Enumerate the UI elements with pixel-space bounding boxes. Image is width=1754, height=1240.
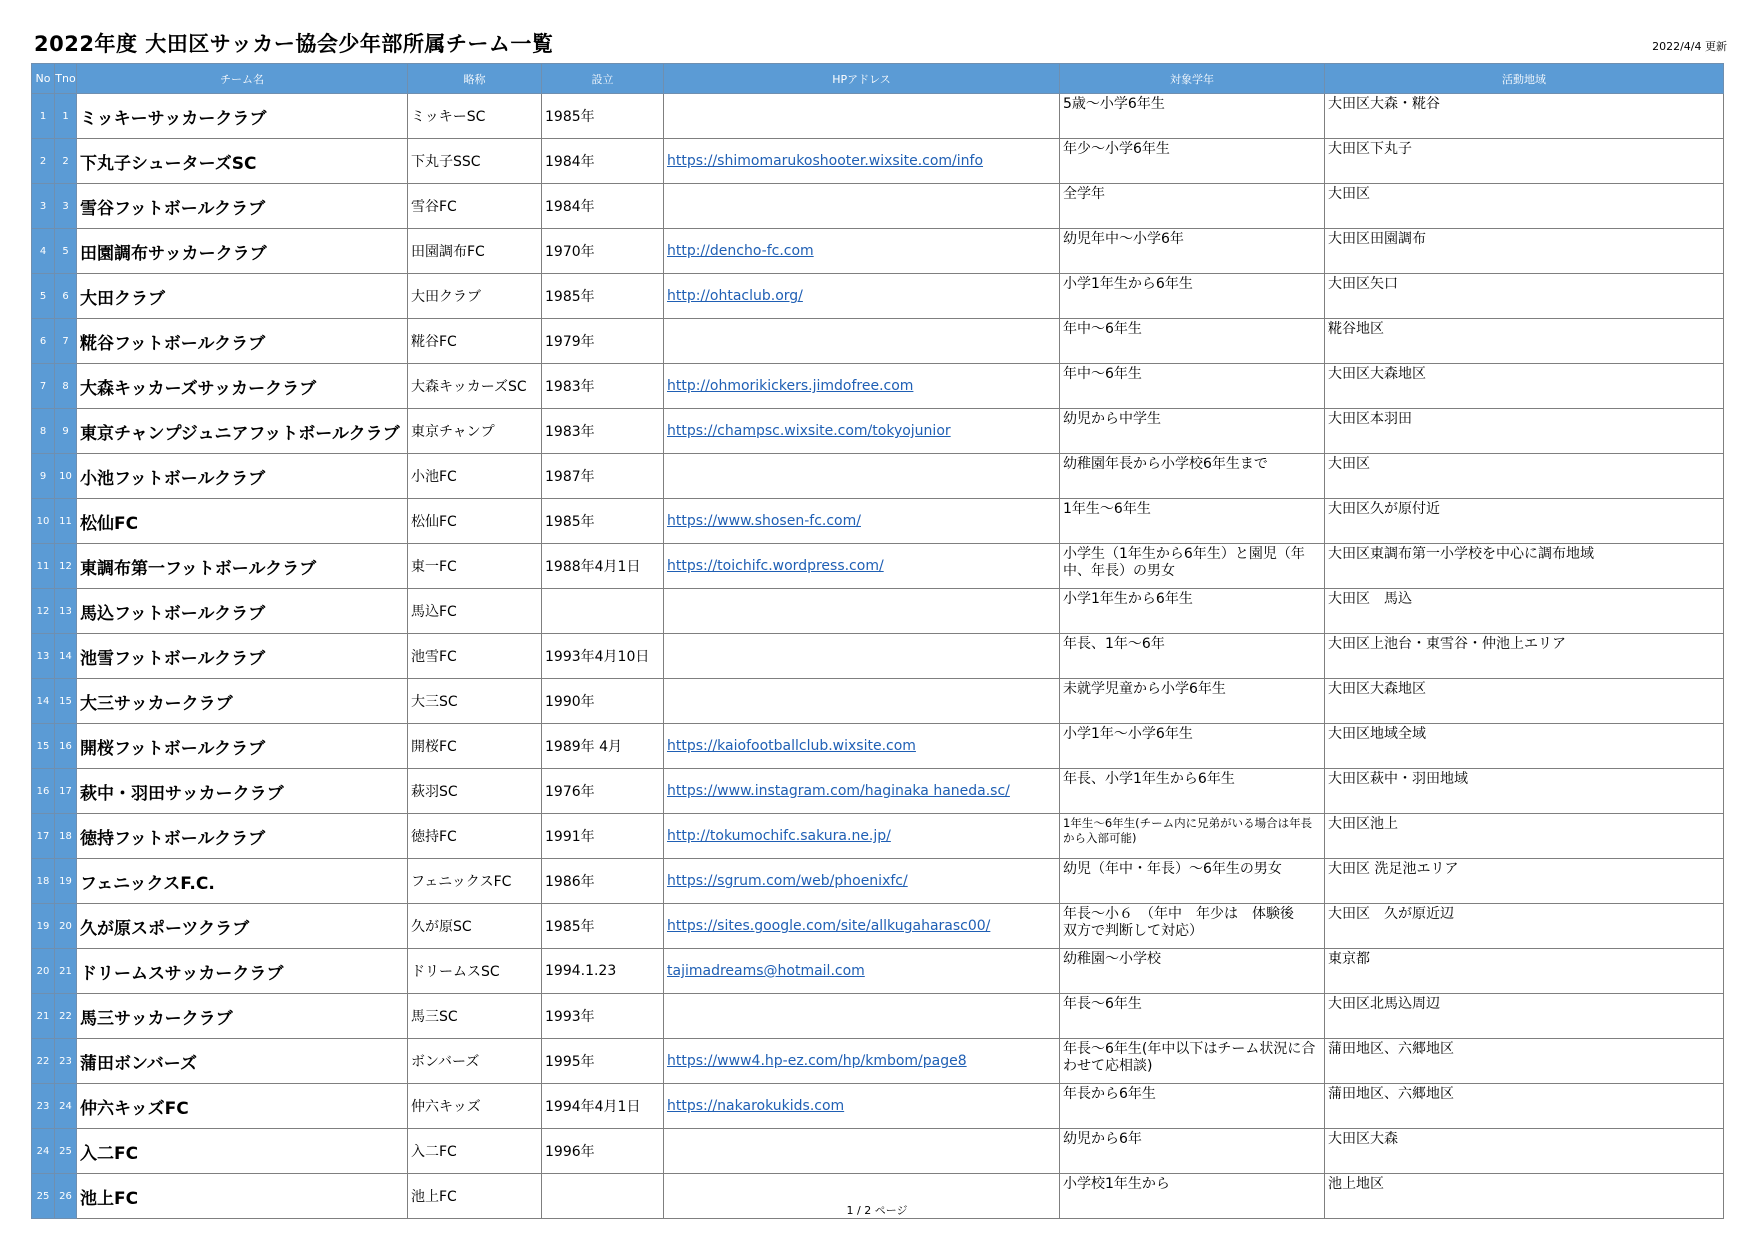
team-activity-area-cell: 大田区地域全域	[1325, 724, 1724, 769]
team-target-grade-cell: 1年生～6年生	[1060, 499, 1325, 544]
team-homepage-cell	[664, 544, 1060, 589]
team-target-grade-cell: 年長、1年～6年	[1060, 634, 1325, 679]
team-activity-area-cell: 大田区下丸子	[1325, 139, 1724, 184]
team-homepage-cell	[664, 904, 1060, 949]
table-row	[32, 1039, 1724, 1084]
team-name-cell: 下丸子シューターズSC	[77, 139, 408, 184]
row-tno-cell: 11	[55, 499, 77, 544]
team-target-grade-cell: 年長から6年生	[1060, 1084, 1325, 1129]
team-abbreviation-cell: 開桜FC	[408, 724, 542, 769]
team-abbreviation-cell: 仲六キッズ	[408, 1084, 542, 1129]
team-homepage-cell	[664, 94, 1060, 139]
row-no-cell: 5	[32, 274, 55, 319]
team-homepage-cell	[664, 184, 1060, 229]
team-established-cell: 1983年	[542, 364, 664, 409]
row-no-cell: 19	[32, 904, 55, 949]
team-established-cell: 1993年4月10日	[542, 634, 664, 679]
team-homepage-cell	[664, 589, 1060, 634]
team-abbreviation-cell: 久が原SC	[408, 904, 542, 949]
row-no-cell: 20	[32, 949, 55, 994]
team-abbreviation-cell: フェニックスFC	[408, 859, 542, 904]
team-established-cell: 1986年	[542, 859, 664, 904]
team-abbreviation-cell: 雪谷FC	[408, 184, 542, 229]
homepage-link[interactable]: tajimadreams@hotmail.com	[667, 963, 865, 979]
team-target-grade-cell: 年中～6年生	[1060, 319, 1325, 364]
row-no-cell: 1	[32, 94, 55, 139]
team-activity-area-cell: 大田区大森地区	[1325, 364, 1724, 409]
team-homepage-cell	[664, 859, 1060, 904]
header-established: 設立	[542, 64, 664, 94]
row-tno-cell: 14	[55, 634, 77, 679]
page-number: 1 / 2 ページ	[846, 1204, 908, 1217]
team-abbreviation-cell: 池雪FC	[408, 634, 542, 679]
team-abbreviation-cell: 入二FC	[408, 1129, 542, 1174]
row-no-cell: 15	[32, 724, 55, 769]
row-tno-cell: 1	[55, 94, 77, 139]
table-row	[32, 274, 1724, 319]
row-tno-cell: 10	[55, 454, 77, 499]
table-row	[32, 949, 1724, 994]
row-no-cell: 17	[32, 814, 55, 859]
team-activity-area-cell: 大田区 馬込	[1325, 589, 1724, 634]
header-abbreviation: 略称	[408, 64, 542, 94]
team-homepage-cell	[664, 814, 1060, 859]
row-tno-cell: 8	[55, 364, 77, 409]
homepage-link[interactable]: http://ohmorikickers.jimdofree.com	[667, 378, 914, 394]
homepage-link[interactable]: http://tokumochifc.sakura.ne.jp/	[667, 828, 891, 844]
team-activity-area-cell: 大田区大森	[1325, 1129, 1724, 1174]
page-title: 2022年度 大田区サッカー協会少年部所属チーム一覧	[34, 32, 554, 56]
table-row	[32, 724, 1724, 769]
team-homepage-cell	[664, 1084, 1060, 1129]
team-target-grade-cell: 年少～小学6年生	[1060, 139, 1325, 184]
row-tno-cell: 19	[55, 859, 77, 904]
row-no-cell: 18	[32, 859, 55, 904]
team-activity-area-cell: 大田区大森地区	[1325, 679, 1724, 724]
table-row	[32, 229, 1724, 274]
row-tno-cell: 20	[55, 904, 77, 949]
team-activity-area-cell: 蒲田地区、六郷地区	[1325, 1039, 1724, 1084]
team-established-cell: 1984年	[542, 184, 664, 229]
team-target-grade-cell: 幼児（年中・年長）～6年生の男女	[1060, 859, 1325, 904]
team-abbreviation-cell: 田園調布FC	[408, 229, 542, 274]
team-homepage-cell	[664, 769, 1060, 814]
team-homepage-cell	[664, 949, 1060, 994]
team-homepage-cell	[664, 679, 1060, 724]
team-target-grade-cell: 小学生（1年生から6年生）と園児（年中、年長）の男女	[1060, 544, 1325, 589]
team-activity-area-cell: 大田区 洗足池エリア	[1325, 859, 1724, 904]
table-row	[32, 1129, 1724, 1174]
team-name-cell: 徳持フットボールクラブ	[77, 814, 408, 859]
row-tno-cell: 23	[55, 1039, 77, 1084]
team-target-grade-cell: 年中～6年生	[1060, 364, 1325, 409]
team-target-grade-cell: 小学校1年生から	[1060, 1174, 1325, 1219]
team-name-cell: 馬三サッカークラブ	[77, 994, 408, 1039]
team-name-cell: 大三サッカークラブ	[77, 679, 408, 724]
team-established-cell: 1994年4月1日	[542, 1084, 664, 1129]
row-tno-cell: 5	[55, 229, 77, 274]
team-established-cell: 1983年	[542, 409, 664, 454]
team-established-cell: 1985年	[542, 904, 664, 949]
team-activity-area-cell: 蒲田地区、六郷地区	[1325, 1084, 1724, 1129]
row-no-cell: 6	[32, 319, 55, 364]
team-abbreviation-cell: 東京チャンプ	[408, 409, 542, 454]
team-abbreviation-cell: 徳持FC	[408, 814, 542, 859]
team-activity-area-cell: 大田区矢口	[1325, 274, 1724, 319]
table-row	[32, 454, 1724, 499]
team-name-cell: 池上FC	[77, 1174, 408, 1219]
row-tno-cell: 7	[55, 319, 77, 364]
team-established-cell: 1995年	[542, 1039, 664, 1084]
homepage-link[interactable]: https://www.shosen-fc.com/	[667, 513, 861, 529]
homepage-link[interactable]: https://www4.hp-ez.com/hp/kmbom/page8	[667, 1053, 967, 1069]
row-tno-cell: 18	[55, 814, 77, 859]
team-activity-area-cell: 大田区上池台・東雪谷・仲池上エリア	[1325, 634, 1724, 679]
team-activity-area-cell: 大田区萩中・羽田地域	[1325, 769, 1724, 814]
team-name-cell: 入二FC	[77, 1129, 408, 1174]
team-homepage-cell	[664, 634, 1060, 679]
homepage-link[interactable]: http://ohtaclub.org/	[667, 288, 803, 304]
team-abbreviation-cell: 糀谷FC	[408, 319, 542, 364]
team-name-cell: 小池フットボールクラブ	[77, 454, 408, 499]
team-established-cell: 1996年	[542, 1129, 664, 1174]
team-abbreviation-cell: 馬込FC	[408, 589, 542, 634]
team-name-cell: フェニックスF.C.	[77, 859, 408, 904]
team-homepage-cell	[664, 229, 1060, 274]
row-no-cell: 14	[32, 679, 55, 724]
table-row	[32, 589, 1724, 634]
team-abbreviation-cell: ボンバーズ	[408, 1039, 542, 1084]
team-activity-area-cell: 大田区東調布第一小学校を中心に調布地域	[1325, 544, 1724, 589]
team-established-cell: 1989年 4月	[542, 724, 664, 769]
row-no-cell: 4	[32, 229, 55, 274]
team-activity-area-cell: 大田区久が原付近	[1325, 499, 1724, 544]
team-established-cell: 1970年	[542, 229, 664, 274]
team-established-cell: 1984年	[542, 139, 664, 184]
team-target-grade-cell: 幼稚園～小学校	[1060, 949, 1325, 994]
header-target-grade: 対象学年	[1060, 64, 1325, 94]
header-no: No	[32, 64, 55, 94]
team-name-cell: ドリームスサッカークラブ	[77, 949, 408, 994]
row-tno-cell: 2	[55, 139, 77, 184]
row-tno-cell: 12	[55, 544, 77, 589]
team-abbreviation-cell: 大三SC	[408, 679, 542, 724]
row-tno-cell: 3	[55, 184, 77, 229]
table-row	[32, 859, 1724, 904]
row-tno-cell: 16	[55, 724, 77, 769]
team-target-grade-cell: 年長～6年生(年中以下はチーム状況に合わせて応相談)	[1060, 1039, 1325, 1084]
header-activity-area: 活動地域	[1325, 64, 1724, 94]
team-homepage-cell	[664, 139, 1060, 184]
team-activity-area-cell: 大田区	[1325, 184, 1724, 229]
table-row	[32, 409, 1724, 454]
team-homepage-cell	[664, 499, 1060, 544]
team-target-grade-cell: 未就学児童から小学6年生	[1060, 679, 1325, 724]
team-target-grade-cell: 年長～6年生	[1060, 994, 1325, 1039]
team-name-cell: 馬込フットボールクラブ	[77, 589, 408, 634]
team-activity-area-cell: 大田区大森・糀谷	[1325, 94, 1724, 139]
header-tno: Tno	[55, 64, 77, 94]
row-tno-cell: 26	[55, 1174, 77, 1219]
homepage-link[interactable]: https://champsc.wixsite.com/tokyojunior	[667, 423, 951, 439]
table-row	[32, 814, 1724, 859]
team-target-grade-cell: 5歳～小学6年生	[1060, 94, 1325, 139]
team-activity-area-cell: 大田区池上	[1325, 814, 1724, 859]
team-established-cell: 1993年	[542, 994, 664, 1039]
row-tno-cell: 15	[55, 679, 77, 724]
row-no-cell: 9	[32, 454, 55, 499]
team-established-cell: 1994.1.23	[542, 949, 664, 994]
team-established-cell: 1991年	[542, 814, 664, 859]
team-name-cell: 仲六キッズFC	[77, 1084, 408, 1129]
row-tno-cell: 24	[55, 1084, 77, 1129]
team-established-cell: 1985年	[542, 499, 664, 544]
row-no-cell: 11	[32, 544, 55, 589]
team-name-cell: 池雪フットボールクラブ	[77, 634, 408, 679]
table-row	[32, 1084, 1724, 1129]
table-row	[32, 94, 1724, 139]
team-established-cell: 1988年4月1日	[542, 544, 664, 589]
team-homepage-cell	[664, 994, 1060, 1039]
team-established-cell: 1987年	[542, 454, 664, 499]
team-established-cell: 1976年	[542, 769, 664, 814]
team-homepage-cell	[664, 319, 1060, 364]
homepage-link[interactable]: https://nakarokukids.com	[667, 1098, 845, 1114]
row-no-cell: 7	[32, 364, 55, 409]
row-tno-cell: 9	[55, 409, 77, 454]
team-abbreviation-cell: 下丸子SSC	[408, 139, 542, 184]
table-row	[32, 544, 1724, 589]
team-rows	[32, 94, 1724, 1219]
team-name-cell: 蒲田ボンバーズ	[77, 1039, 408, 1084]
team-name-cell: 東京チャンプジュニアフットボールクラブ	[77, 409, 408, 454]
homepage-link[interactable]: https://www.instagram.com/haginaka haneda.sc/	[667, 783, 1010, 799]
row-no-cell: 23	[32, 1084, 55, 1129]
team-name-cell: 糀谷フットボールクラブ	[77, 319, 408, 364]
team-target-grade-cell: 1年生～6年生(チーム内に兄弟がいる場合は年長から入部可能)	[1060, 814, 1325, 859]
team-target-grade-cell: 年長、小学1年生から6年生	[1060, 769, 1325, 814]
team-target-grade-cell: 小学1年生から6年生	[1060, 274, 1325, 319]
team-target-grade-cell: 小学1年～小学6年生	[1060, 724, 1325, 769]
row-tno-cell: 17	[55, 769, 77, 814]
team-established-cell: 1990年	[542, 679, 664, 724]
homepage-link[interactable]: https://toichifc.wordpress.com/	[667, 558, 884, 574]
team-name-cell: 田園調布サッカークラブ	[77, 229, 408, 274]
team-homepage-cell	[664, 724, 1060, 769]
team-abbreviation-cell: 大田クラブ	[408, 274, 542, 319]
team-activity-area-cell: 大田区北馬込周辺	[1325, 994, 1724, 1039]
homepage-link[interactable]: https://shimomarukoshooter.wixsite.com/info	[667, 153, 984, 169]
team-established-cell: 1985年	[542, 274, 664, 319]
team-homepage-cell	[664, 364, 1060, 409]
team-activity-area-cell: 大田区 久が原近辺	[1325, 904, 1724, 949]
team-homepage-cell	[664, 409, 1060, 454]
team-abbreviation-cell: ドリームスSC	[408, 949, 542, 994]
team-target-grade-cell: 幼児から6年	[1060, 1129, 1325, 1174]
team-name-cell: 開桜フットボールクラブ	[77, 724, 408, 769]
team-name-cell: ミッキーサッカークラブ	[77, 94, 408, 139]
team-name-cell: 大森キッカーズサッカークラブ	[77, 364, 408, 409]
table-row	[32, 319, 1724, 364]
team-table	[31, 63, 1724, 1219]
table-row	[32, 904, 1724, 949]
team-homepage-cell	[664, 274, 1060, 319]
table-row	[32, 679, 1724, 724]
row-tno-cell: 25	[55, 1129, 77, 1174]
row-no-cell: 3	[32, 184, 55, 229]
team-name-cell: 萩中・羽田サッカークラブ	[77, 769, 408, 814]
table-row	[32, 184, 1724, 229]
row-no-cell: 10	[32, 499, 55, 544]
team-abbreviation-cell: 小池FC	[408, 454, 542, 499]
team-target-grade-cell: 年長～小６ （年中 年少は 体験後 双方で判断して対応）	[1060, 904, 1325, 949]
team-target-grade-cell: 幼児年中～小学6年	[1060, 229, 1325, 274]
team-abbreviation-cell: ミッキーSC	[408, 94, 542, 139]
team-activity-area-cell: 池上地区	[1325, 1174, 1724, 1219]
team-name-cell: 松仙FC	[77, 499, 408, 544]
row-no-cell: 24	[32, 1129, 55, 1174]
team-established-cell: 1979年	[542, 319, 664, 364]
team-activity-area-cell: 東京都	[1325, 949, 1724, 994]
table-row	[32, 499, 1724, 544]
team-abbreviation-cell: 萩羽SC	[408, 769, 542, 814]
team-name-cell: 大田クラブ	[77, 274, 408, 319]
row-no-cell: 13	[32, 634, 55, 679]
team-activity-area-cell: 大田区本羽田	[1325, 409, 1724, 454]
team-name-cell: 雪谷フットボールクラブ	[77, 184, 408, 229]
header-homepage: HPアドレス	[664, 64, 1060, 94]
homepage-link[interactable]: https://kaiofootballclub.wixsite.com	[667, 738, 916, 754]
team-abbreviation-cell: 池上FC	[408, 1174, 542, 1219]
table-header-row	[32, 64, 1724, 94]
table-row	[32, 634, 1724, 679]
homepage-link[interactable]: https://sites.google.com/site/allkugaharasc00/	[667, 918, 991, 934]
team-target-grade-cell: 小学1年生から6年生	[1060, 589, 1325, 634]
row-tno-cell: 21	[55, 949, 77, 994]
team-name-cell: 久が原スポーツクラブ	[77, 904, 408, 949]
row-no-cell: 2	[32, 139, 55, 184]
row-no-cell: 16	[32, 769, 55, 814]
team-target-grade-cell: 幼稚園年長から小学校6年生まで	[1060, 454, 1325, 499]
team-established-cell: 1985年	[542, 94, 664, 139]
team-established-cell	[542, 589, 664, 634]
team-abbreviation-cell: 大森キッカーズSC	[408, 364, 542, 409]
team-abbreviation-cell: 松仙FC	[408, 499, 542, 544]
table-row	[32, 139, 1724, 184]
table-row	[32, 769, 1724, 814]
update-date: 2022/4/4 更新	[1652, 40, 1727, 53]
row-tno-cell: 13	[55, 589, 77, 634]
table-row	[32, 364, 1724, 409]
row-tno-cell: 22	[55, 994, 77, 1039]
row-no-cell: 25	[32, 1174, 55, 1219]
table-row	[32, 994, 1724, 1039]
row-no-cell: 8	[32, 409, 55, 454]
team-target-grade-cell: 全学年	[1060, 184, 1325, 229]
header-team-name: チーム名	[77, 64, 408, 94]
team-activity-area-cell: 糀谷地区	[1325, 319, 1724, 364]
row-no-cell: 12	[32, 589, 55, 634]
row-tno-cell: 6	[55, 274, 77, 319]
team-activity-area-cell: 大田区	[1325, 454, 1724, 499]
homepage-link[interactable]: http://dencho-fc.com	[667, 243, 814, 259]
row-no-cell: 22	[32, 1039, 55, 1084]
team-name-cell: 東調布第一フットボールクラブ	[77, 544, 408, 589]
team-abbreviation-cell: 馬三SC	[408, 994, 542, 1039]
team-homepage-cell	[664, 1129, 1060, 1174]
homepage-link[interactable]: https://sgrum.com/web/phoenixfc/	[667, 873, 908, 889]
row-no-cell: 21	[32, 994, 55, 1039]
team-homepage-cell	[664, 1039, 1060, 1084]
team-abbreviation-cell: 東一FC	[408, 544, 542, 589]
team-homepage-cell	[664, 454, 1060, 499]
team-activity-area-cell: 大田区田園調布	[1325, 229, 1724, 274]
team-target-grade-cell: 幼児から中学生	[1060, 409, 1325, 454]
